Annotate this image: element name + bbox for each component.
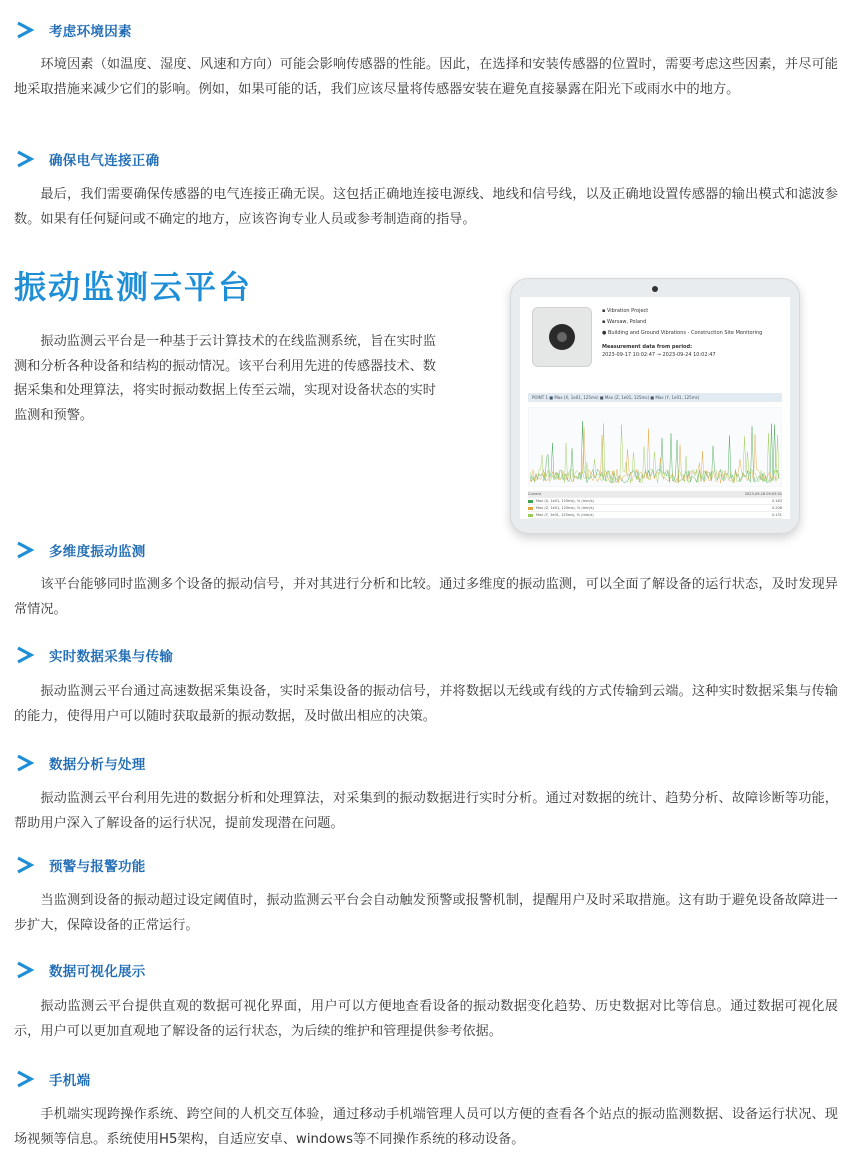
chevron-right-icon — [14, 148, 36, 170]
chevron-right-icon — [14, 644, 36, 666]
chevron-right-icon — [14, 1068, 36, 1090]
period-label: Measurement data from period: — [602, 344, 693, 350]
section-body: 最后，我们需要确保传感器的电气连接正确无误。这包括正确地连接电源线、地线和信号线，以及正确地设置传感器的输出模式和滤波参数。如果有任何疑问或不确定的地方，应该咨询专业人员或参考制造商的指导。 — [14, 187, 838, 227]
sensor-device-image — [532, 307, 592, 367]
camera-dot — [652, 286, 658, 292]
section-title: 实时数据采集与传输 — [49, 649, 174, 665]
section-body: 当监测到设备的振动超过设定阈值时，振动监测云平台会自动触发预警或报警机制，提醒用户及时采取措施。这有助于避免设备故障进一步扩大，保障设备的正常运行。 — [14, 893, 838, 933]
section-title: 预警与报警功能 — [49, 859, 146, 875]
project-meta: ▪ Vibration Project ▪ Warsaw, Poland ● Building and Ground Vibrations - Construction Site Monitoring Measurement data from period: 2023-09-17 10:02:47 → 2023-09-24 10:02:47 — [602, 308, 763, 358]
section-title: 数据分析与处理 — [49, 757, 146, 773]
table-date: 2023-09-18 09:03:52 — [744, 492, 782, 496]
section-header-mobile — [14, 1067, 90, 1091]
page-title: 振动监测云平台 — [14, 268, 253, 306]
project-site: Building and Ground Vibrations - Construction Site Monitoring — [607, 330, 763, 336]
chevron-right-icon — [14, 854, 36, 876]
chevron-right-icon — [14, 959, 36, 981]
section-title: 手机端 — [49, 1073, 91, 1089]
section-title: 数据可视化展示 — [49, 964, 146, 980]
section-header-realtime — [14, 643, 173, 667]
section-body: 该平台能够同时监测多个设备的振动信号，并对其进行分析和比较。通过多维度的振动监测，可以全面了解设备的运行状态，及时发现异常情况。 — [14, 577, 838, 617]
section-body: 手机端实现跨操作系统、跨空间的人机交互体验，通过移动手机端管理人员可以方便的查看各个站点的振动监测数据、设备运行状况、现场视频等信息。系统使用H5架构，自适应安卓、windows等不同操作系统的移动设备。 — [14, 1107, 838, 1147]
chevron-right-icon — [14, 752, 36, 774]
section-title: 多维度振动监测 — [49, 544, 146, 560]
chevron-right-icon — [14, 539, 36, 561]
section-header-visualization — [14, 958, 146, 982]
tablet-screen — [520, 297, 790, 519]
section-title: 考虑环境因素 — [49, 24, 132, 40]
section-title: 确保电气连接正确 — [49, 153, 160, 169]
section-body: 环境因素（如温度、湿度、风速和方向）可能会影响传感器的性能。因此，在选择和安装传感器的位置时，需要考虑这些因素，并尽可能地采取措施来减少它们的影响。例如，如果可能的话，我们应该尽量将传感器安装在避免直接暴露在阳光下或雨水中的地方。 — [14, 57, 838, 97]
project-location: Warsaw, Poland — [606, 319, 647, 325]
period-range: 2023-09-17 10:02:47 → 2023-09-24 10:02:47 — [602, 352, 716, 358]
section-header-multidim — [14, 538, 146, 562]
section-header-alarm — [14, 853, 146, 877]
vibration-plot — [528, 407, 782, 487]
tablet-illustration — [510, 278, 800, 534]
platform-intro: 振动监测云平台是一种基于云计算技术的在线监测系统，旨在实时监测和分析各种设备和结构的振动情况。该平台利用先进的传感器技术、数据采集和处理算法，将实时振动数据上传至云端，实现对设备状态的实时监测和预警。 — [14, 334, 437, 423]
table-head: Current — [528, 492, 542, 496]
project-name: Vibration Project — [606, 308, 649, 314]
chevron-right-icon — [14, 19, 36, 41]
section-body: 振动监测云平台提供直观的数据可视化界面，用户可以方便地查看设备的振动数据变化趋势、历史数据对比等信息。通过数据可视化展示，用户可以更加直观地了解设备的运行状态，为后续的维护和管理提供参考依据。 — [14, 999, 838, 1039]
section-body: 振动监测云平台利用先进的数据分析和处理算法，对采集到的振动数据进行实时分析。通过对数据的统计、趋势分析、故障诊断等功能，帮助用户深入了解设备的运行状况，提前发现潜在问题。 — [14, 791, 838, 831]
summary-table — [528, 491, 782, 519]
table-row: Max (X, 1e01, 125ms), % (mm/s) 0.183 — [528, 498, 782, 505]
section-header-analysis — [14, 751, 146, 775]
table-row: Max (Z, 1e01, 125ms), % (mm/s) 0.208 — [528, 505, 782, 512]
point-legend-bar: POINT 1 ■ Max (X, 1e01, 125ms) ■ Max (Z, 1e01, 125ms) ■ Max (Y, 1e01, 125ms) — [528, 393, 782, 402]
table-row: Max (Y, 1e01, 125ms), % (mm/s) 0.131 — [528, 512, 782, 519]
section-header-electrical — [14, 147, 159, 171]
section-header-environment — [14, 18, 132, 42]
section-body: 振动监测云平台通过高速数据采集设备，实时采集设备的振动信号，并将数据以无线或有线的方式传输到云端。这种实时数据采集与传输的能力，使得用户可以随时获取最新的振动数据，及时做出相应的决策。 — [14, 684, 838, 724]
